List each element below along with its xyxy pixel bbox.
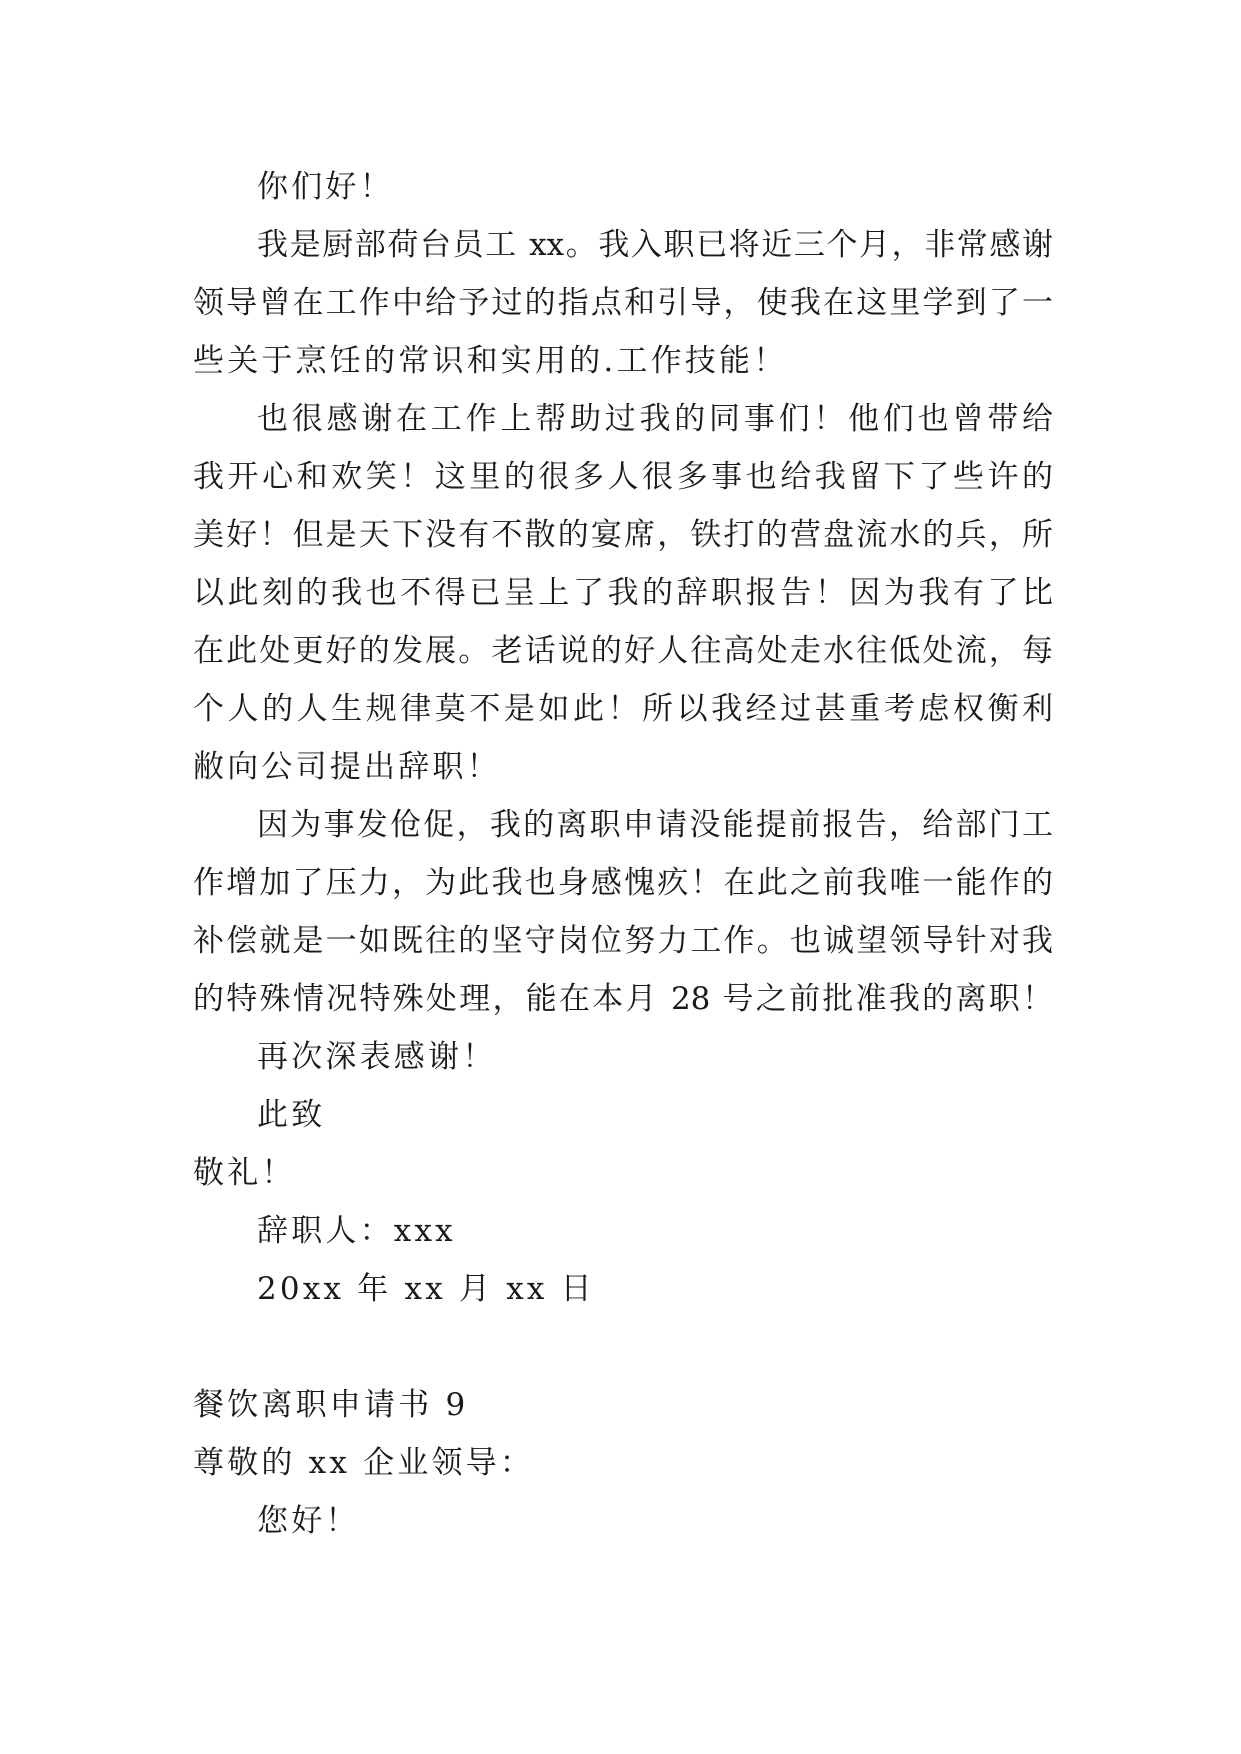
paragraph-2-line: 美好！但是天下没有不散的宴席，铁打的营盘流水的兵，所 [193,517,1053,553]
greeting-2: 您好！ [257,1503,360,1539]
paragraph-3-line: 补偿就是一如既往的坚守岗位努力工作。也诚望领导针对我 [193,923,1053,959]
paragraph-2-line: 在此处更好的发展。老话说的好人往高处走水往低处流，每 [193,633,1053,669]
closing-line: 此致 [257,1097,326,1133]
signer-line: 辞职人：xxx [257,1213,456,1249]
paragraph-2-line: 以此刻的我也不得已呈上了我的辞职报告！因为我有了比 [193,575,1053,611]
paragraph-3-line: 作增加了压力，为此我也身感愧疚！在此之前我唯一能作的 [193,865,1053,901]
salute-line: 敬礼！ [193,1155,296,1191]
paragraph-1-line: 些关于烹饪的常识和实用的.工作技能！ [193,343,788,379]
greeting: 你们好！ [257,169,394,205]
paragraph-1-line: 我是厨部荷台员工 xx。我入职已将近三个月，非常感谢 [257,227,1053,263]
letter-title: 餐饮离职申请书 9 [193,1387,469,1423]
paragraph-2-line: 敝向公司提出辞职！ [193,749,501,785]
paragraph-2-line: 我开心和欢笑！这里的很多人很多事也给我留下了些许的 [193,459,1053,495]
salutation-line: 尊敬的 xx 企业领导： [193,1445,535,1481]
date-line: 20xx 年 xx 月 xx 日 [257,1271,595,1307]
thanks-line: 再次深表感谢！ [257,1039,497,1075]
paragraph-2-line: 也很感谢在工作上帮助过我的同事们！他们也曾带给 [257,401,1053,437]
paragraph-3-line: 的特殊情况特殊处理，能在本月 28 号之前批准我的离职！ [193,981,1053,1017]
paragraph-3-line: 因为事发伧促，我的离职申请没能提前报告，给部门工 [257,807,1053,843]
paragraph-2-line: 个人的人生规律莫不是如此！所以我经过甚重考虑权衡利 [193,691,1053,727]
paragraph-1-line: 领导曾在工作中给予过的指点和引导，使我在这里学到了一 [193,285,1053,321]
